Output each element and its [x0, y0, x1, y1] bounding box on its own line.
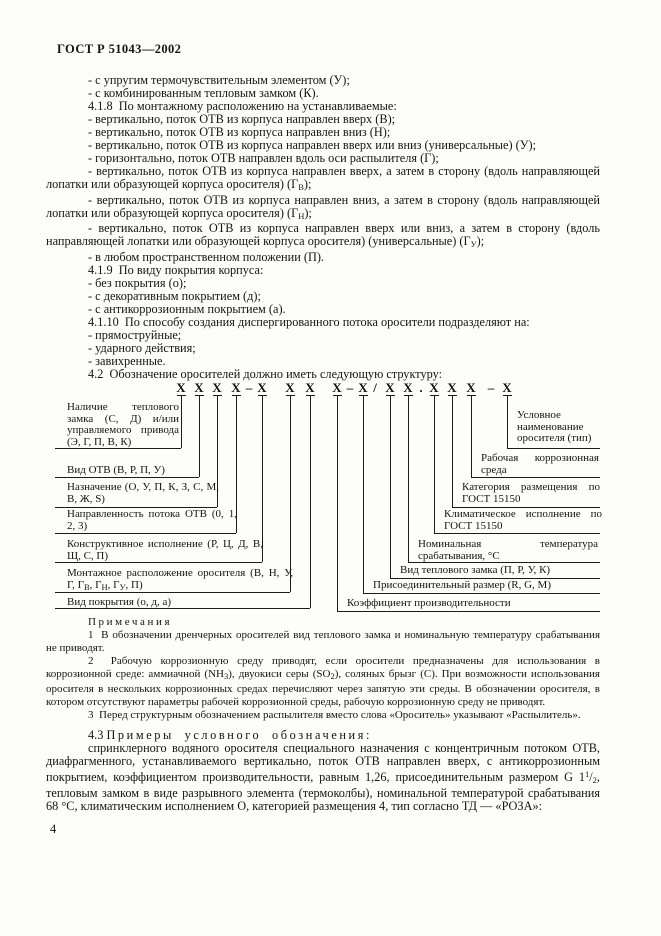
diagram-label	[373, 580, 599, 592]
text-segment: , Г	[107, 578, 120, 591]
text-segment: - с антикоррозионным покрытием (а).	[88, 302, 286, 317]
text-segment: Присоединительный размер (R, G, М)	[373, 579, 552, 591]
text-segment: Категория размещения по ГОСТ 15150	[462, 481, 600, 505]
formula-char: X	[385, 380, 395, 395]
text-sub-sup: У	[119, 581, 126, 592]
text-segment: 1 В обозначении дренчерных оросителей вид теплового замка и номинальную температуру срабатывания не приводят.	[46, 629, 600, 654]
connector-line	[337, 396, 338, 611]
text-sub-sup: 2	[330, 671, 335, 681]
text-segment: спринклерного водяного оросителя специального назначения с концентричным потоком ОТВ, диафрагменного, устанавливаемого вертикально, поток ОТВ направлен вверх, с антикоррозионным покрытием, коэффициентом производительности, равным 1,26, присоединительным размером G 1	[46, 740, 600, 784]
label-underline	[337, 611, 600, 612]
connector-line	[181, 396, 182, 448]
formula-char: X	[231, 380, 241, 395]
text-sub-sup: 3	[223, 671, 229, 681]
text-segment: - вертикально, поток ОТВ из корпуса направлен вверх (В);	[88, 111, 396, 126]
text-segment: , тепловым замком в виде разрывного элемента (термоколбы), номинальной температурой срабатывания 68 °С, климатическим исполнением О, категорией размещения 4, тип согласно ТД — «РОЗА»:	[46, 769, 600, 813]
formula-char: /	[373, 380, 377, 395]
text-segment: Климатическое исполнение по ГОСТ 15150	[444, 508, 602, 532]
diagram-label	[347, 598, 587, 610]
text-segment: - без покрытия (о);	[88, 276, 187, 291]
examples-heading-number: 4.3	[88, 728, 104, 742]
diagram-label	[67, 465, 207, 477]
diagram-label	[444, 509, 602, 532]
formula-char: X	[466, 380, 476, 395]
text-segment: , П)	[125, 578, 143, 591]
examples-section	[46, 729, 600, 813]
connector-line	[290, 396, 291, 592]
diagram-label	[67, 568, 293, 593]
note-item	[46, 709, 600, 722]
formula-char: X	[429, 380, 439, 395]
formula-char: X	[212, 380, 222, 395]
text-segment: - ударного действия;	[88, 341, 196, 356]
text-segment: - завихренные.	[88, 354, 166, 369]
designation-structure-diagram	[0, 378, 661, 616]
text-segment: Назначение (О, У, П, К, З, С, М, В, Ж, S)	[67, 481, 219, 505]
text-segment: направляющей лопатки или образующей корпуса оросителя) (универсальные) (Г	[46, 234, 471, 249]
text-segment: - вертикально, поток ОТВ из корпуса направлен вверх или вниз, а затем в сторону (вдоль	[88, 221, 600, 236]
text-segment: 3 Перед структурным обозначением распылителя вместо слова «Ороситель» указывают «Распылитель».	[88, 709, 581, 721]
diagram-label	[67, 539, 263, 562]
diagram-label	[462, 482, 600, 505]
formula-char: X	[285, 380, 295, 395]
formula-char: X	[358, 380, 368, 395]
label-underline	[363, 593, 600, 594]
text-segment: Условное наименование оросителя (тип)	[517, 409, 592, 445]
text-segment: Конструктивное исполнение (Р, Ц, Д, В, Щ, С, П)	[67, 538, 263, 562]
body-line	[46, 235, 600, 251]
label-underline	[471, 477, 600, 478]
connector-line	[471, 396, 472, 477]
formula-char: .	[419, 380, 423, 395]
connector-line	[363, 396, 364, 593]
formula-char: –	[487, 380, 495, 395]
text-segment: /	[589, 769, 593, 784]
text-segment: 4.2 Обозначение оросителей должно иметь следующую структуру:	[88, 366, 443, 381]
note-item	[46, 629, 600, 655]
label-underline	[434, 533, 600, 534]
diagram-label	[67, 509, 237, 532]
diagram-label	[517, 410, 603, 445]
text-sub-sup: В	[83, 581, 90, 592]
text-segment: 2 Рабочую коррозионную среду приводят, если оросители предназначены для использования в коррозионной среде: аммиачной (NH	[46, 655, 600, 680]
notes-section	[46, 616, 600, 722]
page-header: ГОСТ Р 51043—2002	[57, 42, 182, 56]
diagram-label	[67, 597, 267, 609]
formula-char: X	[502, 380, 512, 395]
connector-line	[507, 396, 508, 448]
text-segment: Коэффициент производительности	[347, 597, 511, 609]
text-segment: лопатки или образующей корпуса оросителя) (Г	[46, 205, 299, 220]
text-sub-sup: У	[470, 239, 477, 250]
text-sub-sup: Н	[101, 581, 108, 592]
text-segment: 4.1.10 По способу создания диспергированного потока оросители подразделяют на:	[88, 315, 530, 330]
text-segment: ), двуокиси серы (SO	[228, 668, 331, 680]
examples-heading-text: Примеры условного обозначения:	[106, 728, 373, 742]
text-segment: Номинальная температура срабатывания, °С	[418, 538, 598, 562]
body-line	[46, 178, 600, 194]
text-segment: - горизонтально, поток ОТВ направлен вдоль оси распылителя (Г);	[88, 150, 439, 165]
text-segment: );	[303, 176, 312, 191]
formula-char: X	[403, 380, 413, 395]
text-segment: - вертикально, поток ОТВ из корпуса направлен вверх или вниз (универсальные) (У);	[88, 137, 536, 152]
formula-char: X	[447, 380, 457, 395]
text-sub-sup: 2	[592, 774, 597, 785]
text-segment: - с декоративным покрытием (д);	[88, 289, 261, 304]
text-segment: - вертикально, поток ОТВ из корпуса направлен вниз (Н);	[88, 124, 391, 139]
text-segment: Монтажное расположение оросителя (В, Н, У, Г, Г	[67, 567, 293, 591]
body-line	[46, 207, 600, 223]
text-segment: Рабочая коррозионная среда	[481, 452, 599, 476]
text-segment: );	[476, 234, 485, 249]
note-item	[46, 655, 600, 709]
notes-list	[46, 629, 600, 722]
text-segment: - прямоструйные;	[88, 328, 182, 343]
example-paragraph	[46, 742, 600, 813]
label-underline	[55, 477, 199, 478]
diagram-label	[418, 539, 598, 562]
formula-char: –	[245, 380, 253, 395]
text-segment: - с комбинированным тепловым замком (К).	[88, 85, 319, 100]
text-segment: - вертикально, поток ОТВ из корпуса направлен вверх, а затем в сторону (вдоль направляющей	[88, 163, 600, 178]
label-underline	[507, 448, 600, 449]
connector-line	[452, 396, 453, 507]
label-underline	[55, 533, 236, 534]
body-text	[46, 74, 600, 381]
text-segment: Вид покрытия (о, д, а)	[67, 596, 172, 608]
text-segment: Направленность потока ОТВ (0, 1, 2, 3)	[67, 508, 237, 532]
text-segment: 4.1.8 По монтажному расположению на устанавливаемые:	[88, 98, 397, 113]
diagram-label	[481, 453, 599, 476]
connector-line	[434, 396, 435, 533]
diagram-label	[67, 482, 219, 505]
text-segment: лопатки или образующей корпуса оросителя) (Г	[46, 176, 299, 191]
text-segment: ), соляных брызг (С). При возможности использования оросителя в нескольких коррозионных средах перечисляют через запятую эти среды. В обозначении оросителя, в котором отсутствуют параметры рабочей коррозионной среды, рабочую коррозионную среду не приводят.	[46, 668, 600, 708]
text-sub-sup: 1	[585, 768, 590, 779]
notes-title: Примечания	[88, 616, 173, 628]
text-segment: , Г	[89, 578, 102, 591]
formula-char: X	[194, 380, 204, 395]
text-segment: - вертикально, поток ОТВ из корпуса направлен вниз, а затем в сторону (вдоль направляющей	[88, 192, 600, 207]
formula-char: X	[257, 380, 267, 395]
connector-line	[408, 396, 409, 562]
text-sub-sup: Н	[298, 210, 305, 221]
text-segment: );	[304, 205, 312, 220]
formula-char: X	[305, 380, 315, 395]
connector-line	[310, 396, 311, 608]
text-sub-sup: В	[298, 181, 304, 192]
diagram-label	[400, 565, 600, 577]
text-segment: Вид ОТВ (В, Р, П, У)	[67, 464, 165, 476]
formula-char: X	[332, 380, 342, 395]
formula-char: X	[176, 380, 186, 395]
text-segment: - с упругим термочувствительным элементом (У);	[88, 73, 350, 87]
text-segment: Наличие теплового замка (С, Д) и/или управляемого привода (Э, Г, П, В, К)	[67, 401, 179, 448]
page-number: 4	[50, 822, 57, 836]
text-segment: Вид теплового замка (П, Р, У, К)	[400, 564, 551, 576]
text-segment: 4.1.9 По виду покрытия корпуса:	[88, 263, 264, 278]
diagram-label	[67, 402, 179, 448]
connector-line	[390, 396, 391, 578]
text-segment: - в любом пространственном положении (П).	[88, 250, 325, 265]
formula-char: –	[346, 380, 354, 395]
